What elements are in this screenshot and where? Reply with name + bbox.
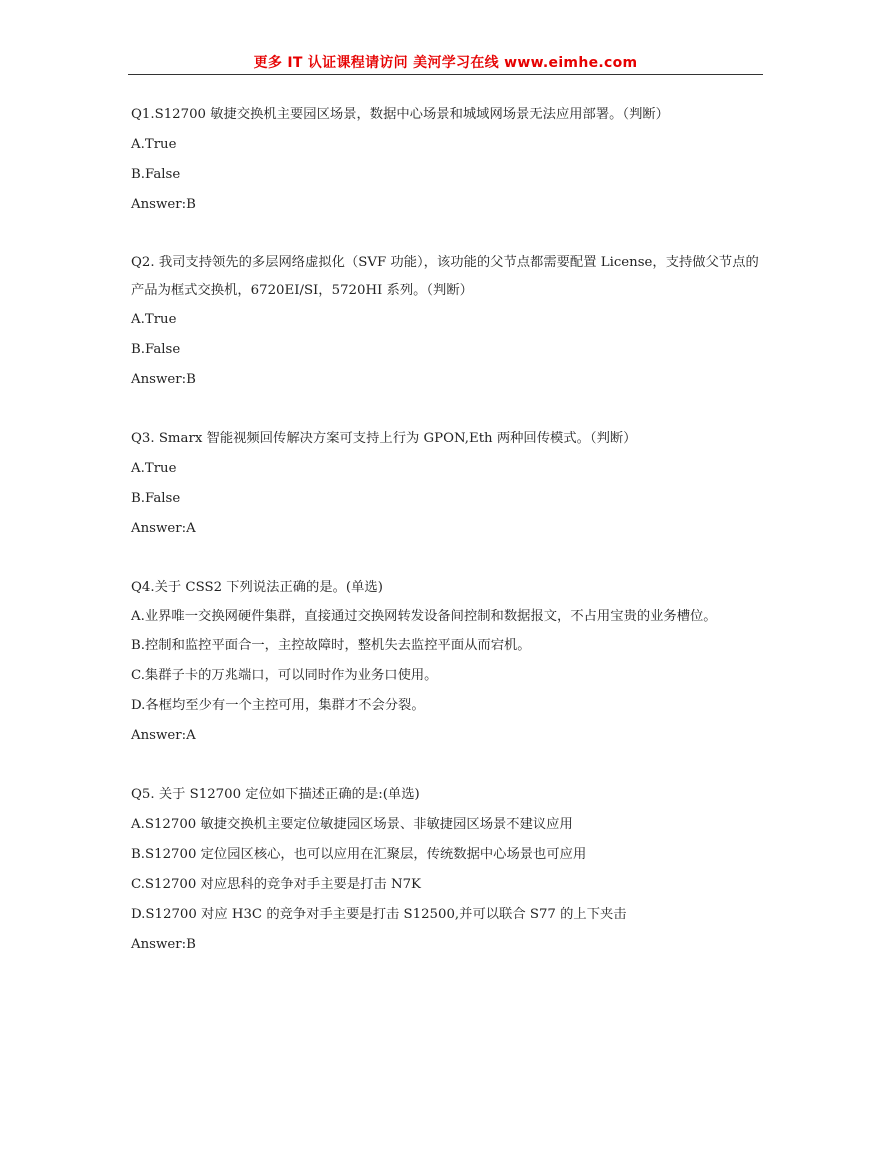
- page-header: [128, 52, 763, 75]
- option-b: B.False: [131, 167, 181, 182]
- option-b: B.S12700 定位园区核心，也可以应用在汇聚层，传统数据中心场景也可应用: [131, 847, 587, 862]
- option-c: C.集群子卡的万兆端口，可以同时作为业务口使用。: [131, 668, 438, 683]
- answer-text: Answer:B: [131, 937, 196, 952]
- question-text: Q5. 关于 S12700 定位如下描述正确的是:(单选): [131, 787, 420, 802]
- question-text: Q4.关于 CSS2 下列说法正确的是。(单选): [131, 580, 383, 595]
- option-a: A.True: [131, 461, 177, 476]
- question-block-4: [131, 573, 765, 751]
- document-body: [131, 100, 765, 989]
- question-text: Q1.S12700 敏捷交换机主要园区场景，数据中心场景和城域网场景无法应用部署。（判断）: [131, 107, 669, 122]
- question-block-5: [131, 780, 765, 960]
- question-block-1: [131, 100, 765, 220]
- answer-text: Answer:B: [131, 197, 196, 212]
- option-a: A.True: [131, 312, 177, 327]
- option-a: A.True: [131, 137, 177, 152]
- option-a: A.S12700 敏捷交换机主要定位敏捷园区场景、非敏捷园区场景不建议应用: [131, 817, 573, 832]
- option-d: D.各框均至少有一个主控可用，集群才不会分裂。: [131, 698, 425, 713]
- question-block-2: [131, 249, 765, 395]
- option-c: C.S12700 对应思科的竞争对手主要是打击 N7K: [131, 877, 421, 892]
- question-text: Q2. 我司支持领先的多层网络虚拟化（SVF 功能），该功能的父节点都需要配置 License，支持做父节点的产品为框式交换机，6720EI/SI，5720HI 系列。（判断）: [131, 255, 759, 298]
- option-b: B.False: [131, 491, 181, 506]
- answer-text: Answer:A: [131, 521, 196, 536]
- option-b: B.False: [131, 342, 181, 357]
- question-text: Q3. Smarx 智能视频回传解决方案可支持上行为 GPON,Eth 两种回传模式。（判断）: [131, 431, 637, 446]
- header-banner-text: 更多 IT 认证课程请访问 美河学习在线 www.eimhe.com: [253, 55, 638, 71]
- answer-text: Answer:A: [131, 728, 196, 743]
- option-b: B.控制和监控平面合一，主控故障时，整机失去监控平面从而宕机。: [131, 638, 531, 653]
- option-d: D.S12700 对应 H3C 的竞争对手主要是打击 S12500,并可以联合 S77 的上下夹击: [131, 907, 627, 922]
- question-block-3: [131, 424, 765, 544]
- answer-text: Answer:B: [131, 372, 196, 387]
- option-a: A.业界唯一交换网硬件集群，直接通过交换网转发设备间控制和数据报文，不占用宝贵的业务槽位。: [131, 609, 717, 624]
